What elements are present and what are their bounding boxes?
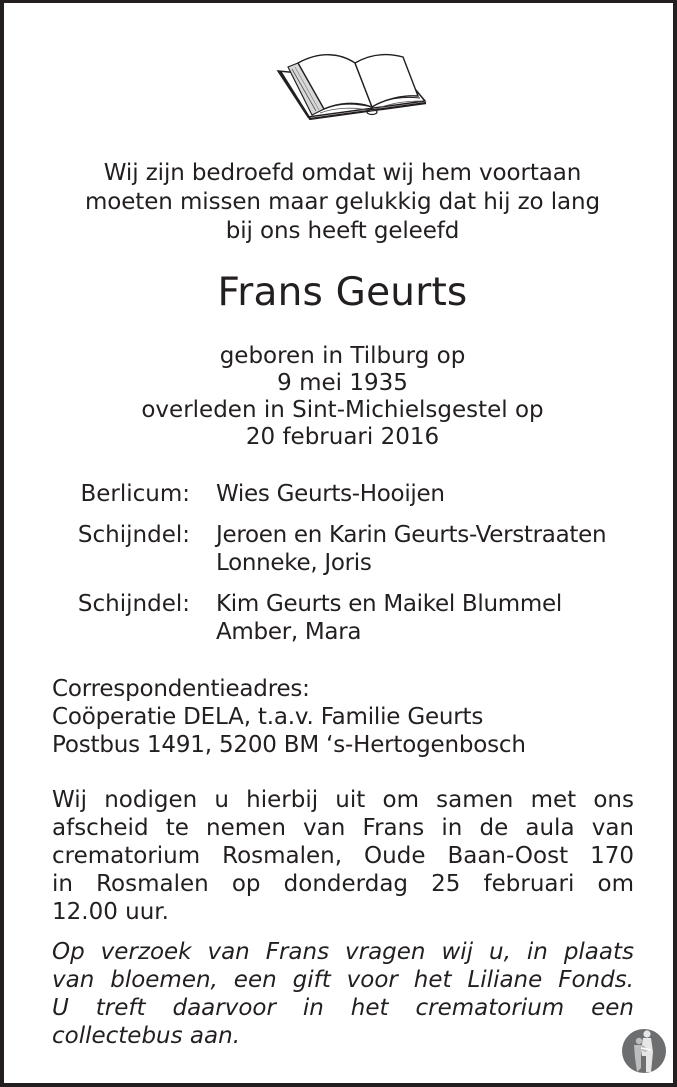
family-place: Berlicum: [80, 481, 190, 507]
family-entry [4, 590, 677, 646]
invitation-line: 12.00 uur. [52, 899, 169, 925]
death-place: overleden in Sint-Michielsgestel op [141, 397, 544, 423]
invitation-line: afscheid te nemen van Frans in de aula van [52, 815, 634, 841]
birth-place: geboren in Tilburg op [219, 343, 466, 369]
family-names [190, 480, 445, 508]
verse-line: bij ons heeft geleefd [225, 218, 460, 244]
embracing-figures-logo-icon [621, 1028, 667, 1074]
invitation-line: crematorium Rosmalen, Oude Baan-Oost 170 [52, 843, 634, 869]
verse [4, 159, 677, 246]
family-entry [4, 480, 677, 508]
family-name-line: Wies Geurts-Hooijen [216, 481, 445, 507]
family-list [4, 480, 677, 659]
request-line: Op verzoek van Frans vragen wij u, in plaats [52, 939, 634, 965]
family-place: Schijndel: [77, 522, 190, 548]
death-date: 20 februari 2016 [245, 424, 440, 450]
request-line: collectebus aan. [52, 1023, 241, 1049]
invitation-line: in Rosmalen op donderdag 25 februari om [52, 871, 634, 897]
family-name-line: Kim Geurts en Maikel Blummel [216, 591, 562, 617]
family-names [190, 521, 606, 577]
birth-death-dates [4, 343, 677, 451]
deceased-name: Frans Geurts [217, 270, 468, 315]
birth-date: 9 mei 1935 [277, 370, 408, 396]
verse-line: Wij zijn bedroefd omdat wij hem voortaan [103, 160, 582, 186]
family-name-line: Amber, Mara [216, 619, 362, 645]
verse-line: moeten missen maar gelukkig dat hij zo lang [84, 189, 600, 215]
invitation-line: Wij nodigen u hierbij uit om samen met ons [52, 787, 634, 813]
donation-request [52, 938, 634, 1050]
correspondence-label: Correspondentieadres: [52, 676, 310, 702]
family-name-line: Lonneke, Joris [216, 550, 372, 576]
funeral-invitation [52, 786, 634, 926]
family-names [190, 590, 562, 646]
correspondence-address [52, 675, 526, 759]
request-line: U treft daarvoor in het crematorium een [52, 995, 634, 1021]
family-entry [4, 521, 677, 577]
family-name-line: Jeroen en Karin Geurts-Verstraaten [216, 522, 607, 548]
correspondence-line: Coöperatie DELA, t.a.v. Familie Geurts [52, 704, 484, 730]
correspondence-line: Postbus 1491, 5200 BM ‘s-Hertogenbosch [52, 732, 526, 758]
open-book-icon [260, 41, 430, 123]
family-place: Schijndel: [77, 591, 190, 617]
request-line: van bloemen, een gift voor het Liliane Fonds. [52, 967, 634, 993]
